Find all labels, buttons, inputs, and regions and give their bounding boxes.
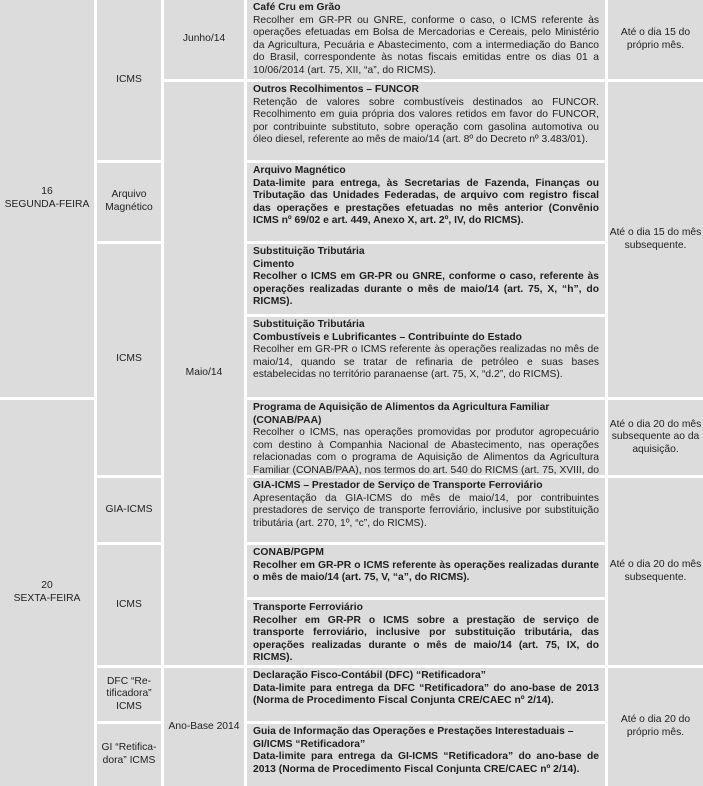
deadline-label: Até o dia 20 do próprio mês. bbox=[620, 714, 691, 738]
entry-text: Data-limite para entrega, às Secretarias de Fazenda, Finanças ou Tributação das Unidades Federadas, de arquivo com registro fiscal das operações e prestações efetuadas no mês anterior (Convênio ICMS nº 69/02 e art. 449, Anexo X, art. 2º, IV, do RICMS). bbox=[253, 177, 599, 227]
entry-text: Retenção de valores sobre combustíveis destinados ao FUNCOR. Recolhimento em guia própria dos valores retidos em favor do FUNCOR, por contribuinte substituto, sobre operação com gasolina automotiva ou óleo diesel, referente ao mês de maio/14 (art. 8º do Decreto nº 3.483/01). bbox=[253, 96, 599, 146]
period-label: Junho/14 bbox=[182, 33, 226, 45]
entry-title: Café Cru em Grão bbox=[253, 2, 341, 13]
entry-title: Arquivo Magnético bbox=[253, 165, 346, 176]
deadline-label: Até o dia 15 do próprio mês. bbox=[620, 26, 691, 51]
period-label: Ano-Base 2014 bbox=[168, 720, 240, 732]
day-weekday: SEXTA-FEIRA bbox=[13, 593, 81, 604]
obligation-entry bbox=[247, 545, 605, 597]
obligation-entry bbox=[247, 0, 605, 79]
entry-title: Programa de Aquisição de Alimentos da Agricultura Familiar (CONAB/PAA) bbox=[253, 402, 550, 426]
tax-label: GIA-ICMS bbox=[105, 503, 153, 515]
entry-text: Data-limite para entrega da GI-ICMS “Retificadora” do ano-base de 2013 (Norma de Procedimento Fiscal Conjunta CRE/CAEC nº 2/14). bbox=[253, 751, 599, 775]
period-cell bbox=[164, 82, 244, 665]
tax-label: Arquivo Magnético bbox=[105, 189, 153, 213]
entry-text: Recolher em GR-PR o ICMS referente às operações realizadas no mês de maio/14, quando se tratar de refinaria de petróleo e suas bases estabelecidas no território paranaense (art. 75, X, “d.2”, do RICMS). bbox=[253, 344, 599, 381]
obligation-entry bbox=[247, 82, 605, 160]
entry-title: Guia de Informação das Operações e Prestações Interestaduais – GI/ICMS “Retificadora” bbox=[253, 726, 574, 750]
day-weekday: SEGUNDA-FEIRA bbox=[4, 198, 90, 210]
entry-text: Recolher em GR-PR o ICMS referente às operações realizadas durante o mês de maio/14 (art. 75, V, “a”, do RICMS). bbox=[253, 559, 599, 584]
entry-text: Recolher em GR-PR ou GNRE, conforme o caso, o ICMS referente às operações efetuadas em Bolsa de Mercadorias e Cereais, pelo Ministério da Agricultura, Pecuária e Abastecimento, com a intermediação do Banco do Brasil, correspondente às notas fiscais emitidas entre os dias 01 a 10/06/2014 (art. 75, XII, “a”, do RICMS). bbox=[253, 14, 599, 76]
entry-text: Recolher em GR-PR o ICMS sobre a prestação de serviço de transporte ferroviário, inclusive por substituição tributária, das operações realizadas durante o mês de maio/14 (art. 75, IX, do RICMS). bbox=[253, 614, 599, 664]
tax-cell bbox=[97, 244, 161, 475]
obligation-entry bbox=[247, 163, 605, 241]
obligation-entry bbox=[247, 478, 605, 542]
day-number: 16 bbox=[41, 185, 53, 197]
tax-cell bbox=[97, 0, 161, 160]
obligation-entry bbox=[247, 600, 605, 665]
day-number: 20 bbox=[41, 580, 53, 592]
entry-subtitle: Combustíveis e Lubrificantes – Contribuinte do Estado bbox=[253, 331, 522, 343]
entry-title: Substituição Tributária bbox=[253, 319, 365, 330]
tax-cell bbox=[97, 668, 161, 721]
entry-text: Recolher o ICMS em GR-PR ou GNRE, conforme o caso, referente às operações realizadas durante o mês de maio/14 (art. 75, X, “h”, do RICMS). bbox=[253, 271, 599, 308]
deadline-cell bbox=[608, 82, 703, 397]
entry-title: Transporte Ferroviário bbox=[253, 602, 363, 613]
entry-title: GIA-ICMS – Prestador de Serviço de Transporte Ferroviário bbox=[253, 480, 543, 491]
tax-label: GI “Retifica- dora” ICMS bbox=[101, 742, 157, 766]
deadline-cell bbox=[608, 400, 703, 475]
entry-title: Declaração Fisco-Contábil (DFC) “Retificadora” bbox=[253, 670, 486, 681]
day-label bbox=[14, 580, 81, 605]
obligation-entry bbox=[247, 668, 605, 721]
deadline-label: Até o dia 15 do mês subsequente. bbox=[609, 226, 702, 251]
day-cell bbox=[0, 400, 94, 786]
tax-label: ICMS bbox=[116, 598, 142, 610]
tax-cell bbox=[97, 478, 161, 542]
tax-label: ICMS bbox=[116, 353, 142, 365]
period-cell bbox=[164, 0, 244, 79]
tax-label: DFC “Re- tificadora” ICMS bbox=[106, 675, 152, 712]
tax-cell bbox=[97, 724, 161, 786]
tax-label: ICMS bbox=[116, 73, 142, 85]
period-label: Maio/14 bbox=[185, 367, 223, 379]
tax-cell bbox=[97, 545, 161, 665]
period-cell bbox=[164, 668, 244, 786]
deadline-cell bbox=[608, 0, 703, 79]
deadline-label: Até o dia 20 do mês subsequente ao da aquisição. bbox=[609, 418, 702, 455]
entry-title: Substituição Tributária bbox=[253, 246, 365, 257]
entry-title: CONAB/PGPM bbox=[253, 547, 324, 558]
obligation-entry bbox=[247, 724, 605, 786]
entry-text: Recolher o ICMS, nas operações promovidas por produtor agropecuário com destino à Companhia Nacional de Abastecimento, nas operações relacionadas com o programa de Aquisição de Alimentos da Agricultura Familiar (CONAB/PAA), nos termos do art. 540 do RICMS (art. 75, XVIII, do bbox=[253, 427, 599, 475]
day-label bbox=[5, 186, 90, 211]
entry-subtitle: Cimento bbox=[253, 258, 295, 270]
deadline-cell bbox=[608, 668, 703, 786]
deadline-cell bbox=[608, 478, 703, 665]
entry-text: Data-limite para entrega da DFC “Retificadora” do ano-base de 2013 (Norma de Procedimento Fiscal Conjunta CRE/CAEC nº 2/14). bbox=[253, 682, 599, 707]
tax-cell bbox=[97, 163, 161, 241]
obligation-entry bbox=[247, 317, 605, 397]
obligation-entry bbox=[247, 244, 605, 314]
obligation-entry bbox=[247, 400, 605, 475]
deadline-label: Até o dia 20 do mês subsequente. bbox=[609, 558, 702, 583]
day-cell bbox=[0, 0, 94, 397]
entry-text: Apresentação da GIA-ICMS do mês de maio/14, por contribuintes prestadores de serviço de transporte ferroviário, inclusive por substituição tributária (art. 270, 1º, “c”, do RICMS). bbox=[253, 492, 599, 529]
entry-title: Outros Recolhimentos – FUNCOR bbox=[253, 84, 419, 95]
